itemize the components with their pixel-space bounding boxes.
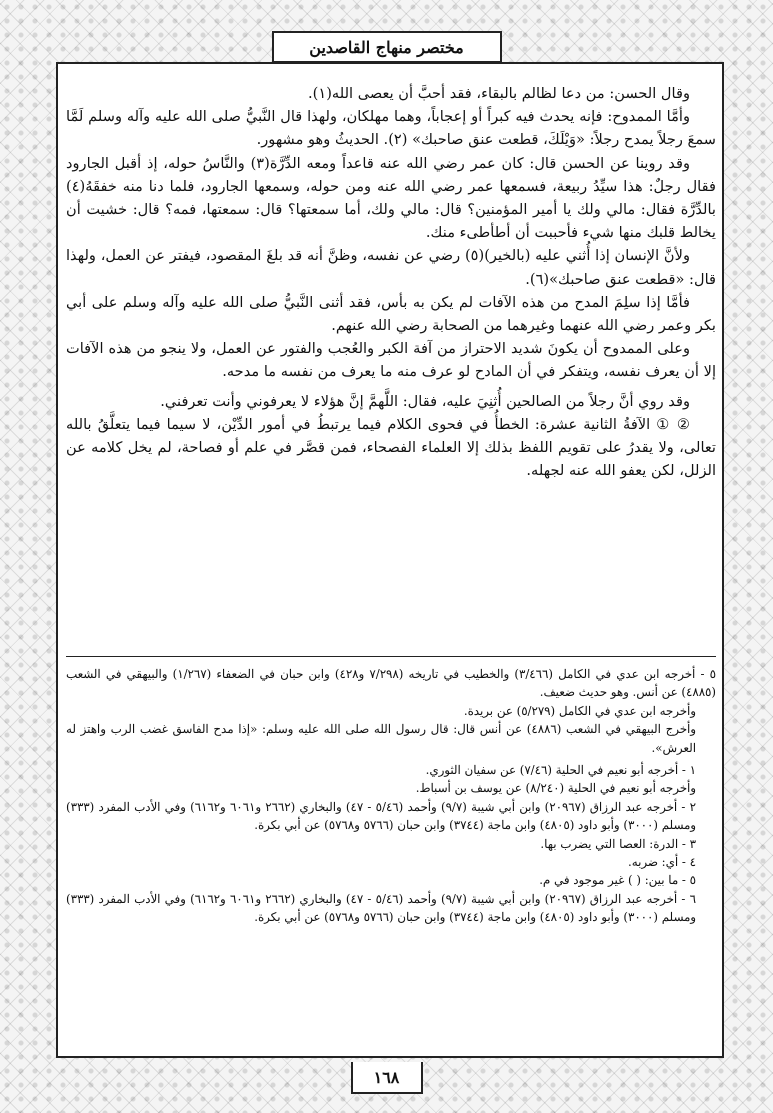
body-paragraph: وقد روينا عن الحسن قال: كان عمر رضي الله عنه قاعداً ومعه الدِّرَّة(٣) والنَّاسُ حوله، إذ أقبل الجارود فقال رجلٌ: هذا سيِّدُ ربيعة، فسمعها عمر رضي الله عنه ومن حوله، وسمعها الجارود، فلما دنا منه خفقَهُ(٤) بالدِّرَّة فقال: مالي ولك يا أمير المؤمنين؟ قال: مالي ولك، أما سمعتها؟ قال: سمعتها، فمه؟ قال: خشيت أن يخالط قلبك منها شيء فأحببت أن أطأطىء منك. xyxy=(66,154,716,242)
body-paragraph-section-heading: ② ① الآفةُ الثانية عشرة: الخطأُ في فحوى الكلام فيما يرتبطُ في أمور الدِّيْن، لا سيما فيما يتعلَّقُ بالله تعالى، ولا يقدرُ على تقويم اللفظ بذلك إلا العلماء الفصحاء، فمن قصَّر في علم أو فصاحة، لم يخل كلامه عن الزلل، لكن يعفو الله عنه لجهله. xyxy=(66,415,716,480)
footnote: ٥ - أخرجه ابن عدي في الكامل (٣/٤٦٦) والخطيب في تاريخه (٧/٢٩٨ و٤٢٨) وابن حبان في الضعفاء (١/٢٦٧) والبيهقي في الشعب (٤٨٨٥) عن أنس. وهو حديث ضعيف. xyxy=(66,667,717,700)
running-header-title: مختصر منهاج القاصدين xyxy=(272,31,502,63)
footnote: ٤ - أي: ضربه. xyxy=(628,855,696,870)
footnote: وأخرجه أبو نعيم في الحلية (٨/٢٤٠) عن يوسف بن أسباط. xyxy=(415,781,696,796)
footnote: ٦ - أخرجه عبد الرزاق (٢٠٩٦٧) وابن أبي شيبة (٩/٧) وأحمد (٥/٤٦ - ٤٧) والبخاري (٢٦٦٢ و٦٠٦١ و٦١٦٢) وفي الأدب المفرد (٣٣٣) ومسلم (٣٠٠٠) وأبو داود (٤٨٠٥) وابن ماجة (٣٧٤٤) وابن حبان (٥٧٦٦ و٥٧٦٨) عن أبي بكرة. xyxy=(66,891,696,925)
page-number: ١٦٨ xyxy=(351,1062,423,1094)
footnote-divider xyxy=(66,656,716,657)
footnotes xyxy=(66,665,716,927)
body-paragraph: وعلى الممدوح أن يكونَ شديد الاحتراز من آفة الكبر والعُجب والفتور عن العمل، ولا ينجو من هذه الآفات إلا أن يعرف نفسه، ويتفكر في أن المادح لو عرف منه ما يعرف من نفسه ما مدحه. xyxy=(66,340,716,381)
footnote: ٥ - ما بين: ( ) غير موجود في م. xyxy=(539,873,696,888)
main-text xyxy=(66,82,716,482)
body-paragraph: فأمَّا إذا سلِمَ المدح من هذه الآفات لم يكن به بأس، فقد أثنى النَّبيُّ صلى الله عليه وآله وسلم على أبي بكر وعمر رضي الله عنهما وغيرهما من الصحابة رضي الله عنهم. xyxy=(66,293,716,335)
footnote: ١ - أخرجه أبو نعيم في الحلية (٧/٤٦) عن سفيان الثوري. xyxy=(425,763,696,778)
footnote: ٣ - الدرة: العصا التي يضرب بها. xyxy=(540,836,696,851)
footnote: وأخرج البيهقي في الشعب (٤٨٨٦) عن أنس قال: قال رسول الله صلى الله عليه وسلم: «إذا مدح الفاسق غضب الرب واهتز له العرش». xyxy=(66,722,696,755)
footnote: ٢ - أخرجه عبد الرزاق (٢٠٩٦٧) وابن أبي شيبة (٩/٧) وأحمد (٥/٤٦ - ٤٧) والبخاري (٢٦٦٢ و٦٠٦١ و٦١٦٢) وفي الأدب المفرد (٣٣٣) ومسلم (٣٠٠٠) وأبو داود (٤٨٠٥) وابن ماجة (٣٧٤٤) وابن حبان (٥٧٦٦ و٥٧٦٨) عن أبي بكرة. xyxy=(66,799,696,833)
body-paragraph: وقال الحسن: من دعا لظالم بالبقاء، فقد أحبَّ أن يعصى الله(١). xyxy=(308,85,690,102)
footnote: وأخرجه ابن عدي في الكامل (٥/٢٧٩) عن بريدة. xyxy=(463,703,696,718)
body-paragraph: ولأنَّ الإنسان إذا أُثني عليه (بالخير)(٥) رضي عن نفسه، وظنَّ أنه قد بلغَ المقصود، فيفتر عن العمل، ولهذا قال: «قطعت عنق صاحبك»(٦). xyxy=(66,247,716,288)
body-paragraph: وأمَّا الممدوح: فإنه يحدث فيه كبراً أو إعجاباً، وهما مهلكان، ولهذا قال النَّبيُّ صلى الله عليه وآله وسلم لَمَّا سمعَ رجلاً يمدح رجلاً: «وَيْلَكَ، قطعت عنق صاحبك» (٢). الحديثُ وهو مشهور. xyxy=(66,108,716,149)
body-paragraph: وقد روي أنَّ رجلاً من الصالحين أُثنِيَ عليه، فقال: اللَّهمَّ إنَّ هؤلاء لا يعرفوني وأنت تعرفني. xyxy=(160,392,690,410)
